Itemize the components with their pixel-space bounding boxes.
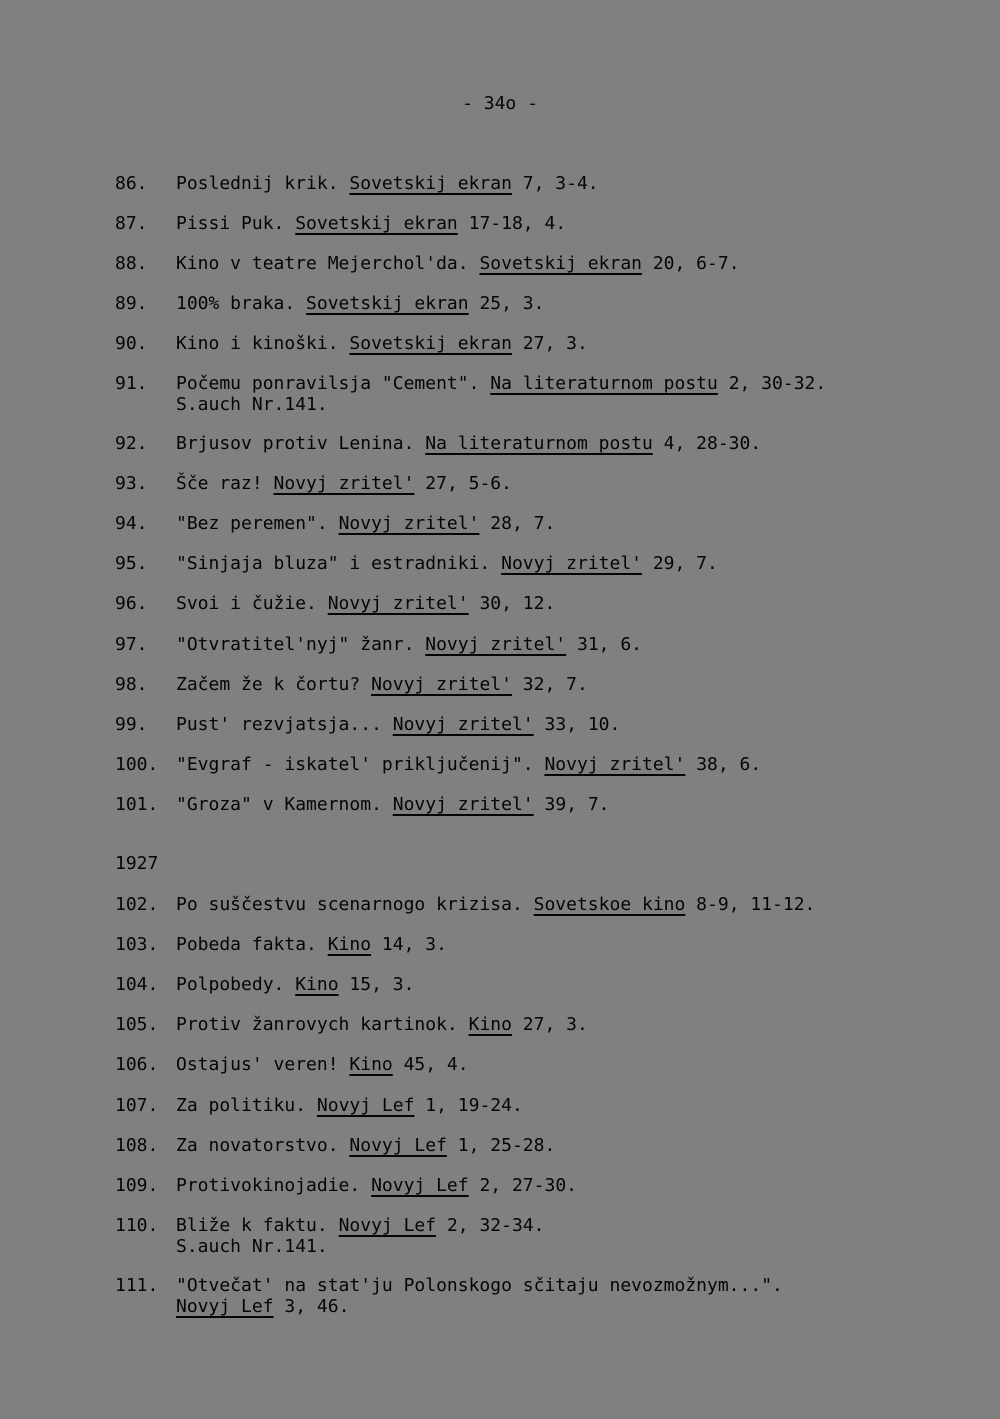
- entry-text: [176, 1135, 940, 1156]
- entry-title: Protivokinojadie.: [176, 1175, 372, 1196]
- entry-number: 90.: [115, 333, 148, 354]
- entry-reference: 27, 5-6.: [414, 473, 512, 494]
- entry-source: Novyj Lef: [338, 1215, 437, 1236]
- entry-source: Novyj zritel': [501, 553, 642, 574]
- entry-number: 99.: [115, 714, 148, 735]
- year-heading: 1927: [115, 853, 159, 874]
- entry-text: [176, 674, 940, 695]
- entry-number: 97.: [115, 634, 148, 655]
- entry-source: Sovetskij ekran: [349, 173, 512, 194]
- entry-reference: 32, 7.: [511, 674, 588, 695]
- entry-title: 100% braka.: [176, 293, 307, 314]
- entry-number: 105.: [115, 1014, 159, 1035]
- entry-text: [176, 934, 940, 955]
- entry-title: Pissi Puk.: [176, 213, 296, 234]
- entry-title: Poslednij krik.: [176, 173, 350, 194]
- entry-text: [176, 1054, 940, 1075]
- entry-title: Brjusov protiv Lenina.: [176, 433, 426, 454]
- entry-number: 92.: [115, 433, 148, 454]
- entry-reference: 33, 10.: [533, 714, 621, 735]
- entry-text: [176, 1175, 940, 1196]
- entry-number: 93.: [115, 473, 148, 494]
- entry-source: Sovetskoe kino: [533, 894, 686, 915]
- entry-source: Sovetskij ekran: [479, 253, 642, 274]
- entry-reference: 1, 25-28.: [446, 1135, 556, 1156]
- entry-source: Sovetskij ekran: [349, 333, 512, 354]
- entry-title: Za novatorstvo.: [176, 1135, 350, 1156]
- entry-reference: 15, 3.: [338, 974, 415, 995]
- entry-number: 86.: [115, 173, 148, 194]
- entry-reference: 7, 3-4.: [511, 173, 599, 194]
- entry-text: [176, 473, 940, 494]
- entry-title: Začem že k čortu?: [176, 674, 372, 695]
- entry-text: [176, 974, 940, 995]
- entry-title: Protiv žanrovych kartinok.: [176, 1014, 469, 1035]
- entry-title: Počemu ponravilsja "Cement".: [176, 373, 491, 394]
- entry-number: 94.: [115, 513, 148, 534]
- entry-text: [176, 1014, 940, 1035]
- entry-text: [176, 1275, 940, 1317]
- entry-text: [176, 634, 940, 655]
- entry-title: Šče raz!: [176, 473, 274, 494]
- page-number: - 34o -: [462, 93, 538, 114]
- entry-number: 109.: [115, 1175, 159, 1196]
- entry-source: Novyj Lef: [349, 1135, 447, 1156]
- entry-number: 102.: [115, 894, 159, 915]
- entry-number: 103.: [115, 934, 159, 955]
- entry-source: Sovetskij ekran: [306, 293, 469, 314]
- entry-source: Novyj Lef: [371, 1175, 469, 1196]
- entry-source: Novyj zritel': [371, 674, 512, 695]
- entry-reference: 29, 7.: [642, 553, 718, 574]
- entry-title: Svoi i čužie.: [176, 593, 328, 614]
- entry-number: 96.: [115, 593, 148, 614]
- entry-title: Po suščestvu scenarnogo krizisa.: [176, 894, 534, 915]
- entry-number: 108.: [115, 1135, 159, 1156]
- entry-source: Novyj Lef: [316, 1095, 415, 1116]
- entry-source: Sovetskij ekran: [295, 213, 458, 234]
- entry-number: 88.: [115, 253, 148, 274]
- entry-title: Ostajus' veren!: [176, 1054, 350, 1075]
- entry-text: [176, 1215, 940, 1257]
- entry-title: "Sinjaja bluza" i estradniki.: [176, 553, 502, 574]
- entry-source: Novyj Lef: [176, 1296, 274, 1317]
- entry-source: Novyj zritel': [392, 794, 534, 815]
- entry-text: [176, 173, 940, 194]
- entry-title: Polpobedy.: [176, 974, 296, 995]
- entry-source: Kino: [295, 974, 339, 995]
- entry-text: [176, 293, 940, 314]
- entry-reference: 27, 3.: [511, 1014, 588, 1035]
- entry-reference: 45, 4.: [392, 1054, 469, 1075]
- entry-number: 98.: [115, 674, 148, 695]
- entry-title: Pobeda fakta.: [176, 934, 328, 955]
- entry-number: 101.: [115, 794, 159, 815]
- entry-reference: 14, 3.: [371, 934, 447, 955]
- entry-reference: 38, 6.: [685, 754, 762, 775]
- entry-reference: 4, 28-30.: [652, 433, 762, 454]
- entry-source: Novyj zritel': [327, 593, 469, 614]
- entry-text: [176, 1095, 940, 1116]
- entry-note: S.auch Nr.141.: [176, 1236, 328, 1257]
- entry-title: "Bez peremen".: [176, 513, 339, 534]
- entry-reference: 30, 12.: [468, 593, 556, 614]
- entry-text: [176, 794, 940, 815]
- entry-source: Kino: [327, 934, 372, 955]
- entry-reference: 8-9, 11-12.: [685, 894, 816, 915]
- entry-number: 89.: [115, 293, 148, 314]
- entry-reference: 31, 6.: [566, 634, 642, 655]
- entry-reference: 2, 32-34.: [436, 1215, 545, 1236]
- entry-reference: 25, 3.: [468, 293, 545, 314]
- entry-reference: 2, 30-32.: [717, 373, 827, 394]
- entry-reference: 2, 27-30.: [468, 1175, 577, 1196]
- entry-number: 91.: [115, 373, 148, 394]
- entry-title: Bliže k faktu.: [176, 1215, 339, 1236]
- entry-source: Na literaturnom postu: [425, 433, 653, 454]
- entry-source: Novyj zritel': [425, 634, 567, 655]
- entry-reference: 39, 7.: [533, 794, 610, 815]
- entry-source: Novyj zritel': [273, 473, 415, 494]
- entry-text: [176, 513, 940, 534]
- entry-source: Novyj zritel': [338, 513, 480, 534]
- entry-reference: 17-18, 4.: [457, 213, 567, 234]
- entry-number: 95.: [115, 553, 148, 574]
- entry-title: "Otvratitel'nyj" žanr.: [176, 634, 426, 655]
- entry-source: Na literaturnom postu: [490, 373, 718, 394]
- entry-text: [176, 593, 940, 614]
- entry-number: 87.: [115, 213, 148, 234]
- entry-text: [176, 894, 940, 915]
- entry-text: [176, 253, 940, 274]
- entry-source: Novyj zritel': [392, 714, 534, 735]
- entry-number: 106.: [115, 1054, 159, 1075]
- entry-number: 107.: [115, 1095, 159, 1116]
- entry-number: 110.: [115, 1215, 159, 1236]
- entry-number: 111.: [115, 1275, 159, 1296]
- entry-text: [176, 333, 940, 354]
- entry-title: "Groza" v Kamernom.: [176, 794, 393, 815]
- entry-reference: 27, 3.: [511, 333, 588, 354]
- entry-note: S.auch Nr.141.: [176, 394, 328, 415]
- entry-text: [176, 373, 940, 415]
- entry-source: Novyj zritel': [544, 754, 686, 775]
- entry-title: Za politiku.: [176, 1095, 317, 1116]
- entry-text: [176, 553, 940, 574]
- entry-title: Kino i kinoški.: [176, 333, 350, 354]
- entry-reference: 1, 19-24.: [414, 1095, 523, 1116]
- entry-title: "Otvečat' na stat'ju Polonskogo sčitaju nevozmožnym...".: [176, 1275, 783, 1296]
- entry-source: Kino: [349, 1054, 393, 1075]
- entry-source: Kino: [468, 1014, 512, 1035]
- entry-number: 100.: [115, 754, 159, 775]
- entry-text: [176, 714, 940, 735]
- entry-text: [176, 754, 940, 775]
- entry-reference: 3, 46.: [273, 1296, 350, 1317]
- entry-reference: 28, 7.: [479, 513, 556, 534]
- entry-title: "Evgraf - iskatel' priključenij".: [176, 754, 545, 775]
- entry-number: 104.: [115, 974, 159, 995]
- entry-text: [176, 213, 940, 234]
- entry-title: Pust' rezvjatsja...: [176, 714, 393, 735]
- entry-title: Kino v teatre Mejerchol'da.: [176, 253, 480, 274]
- entry-text: [176, 433, 940, 454]
- entry-reference: 20, 6-7.: [642, 253, 740, 274]
